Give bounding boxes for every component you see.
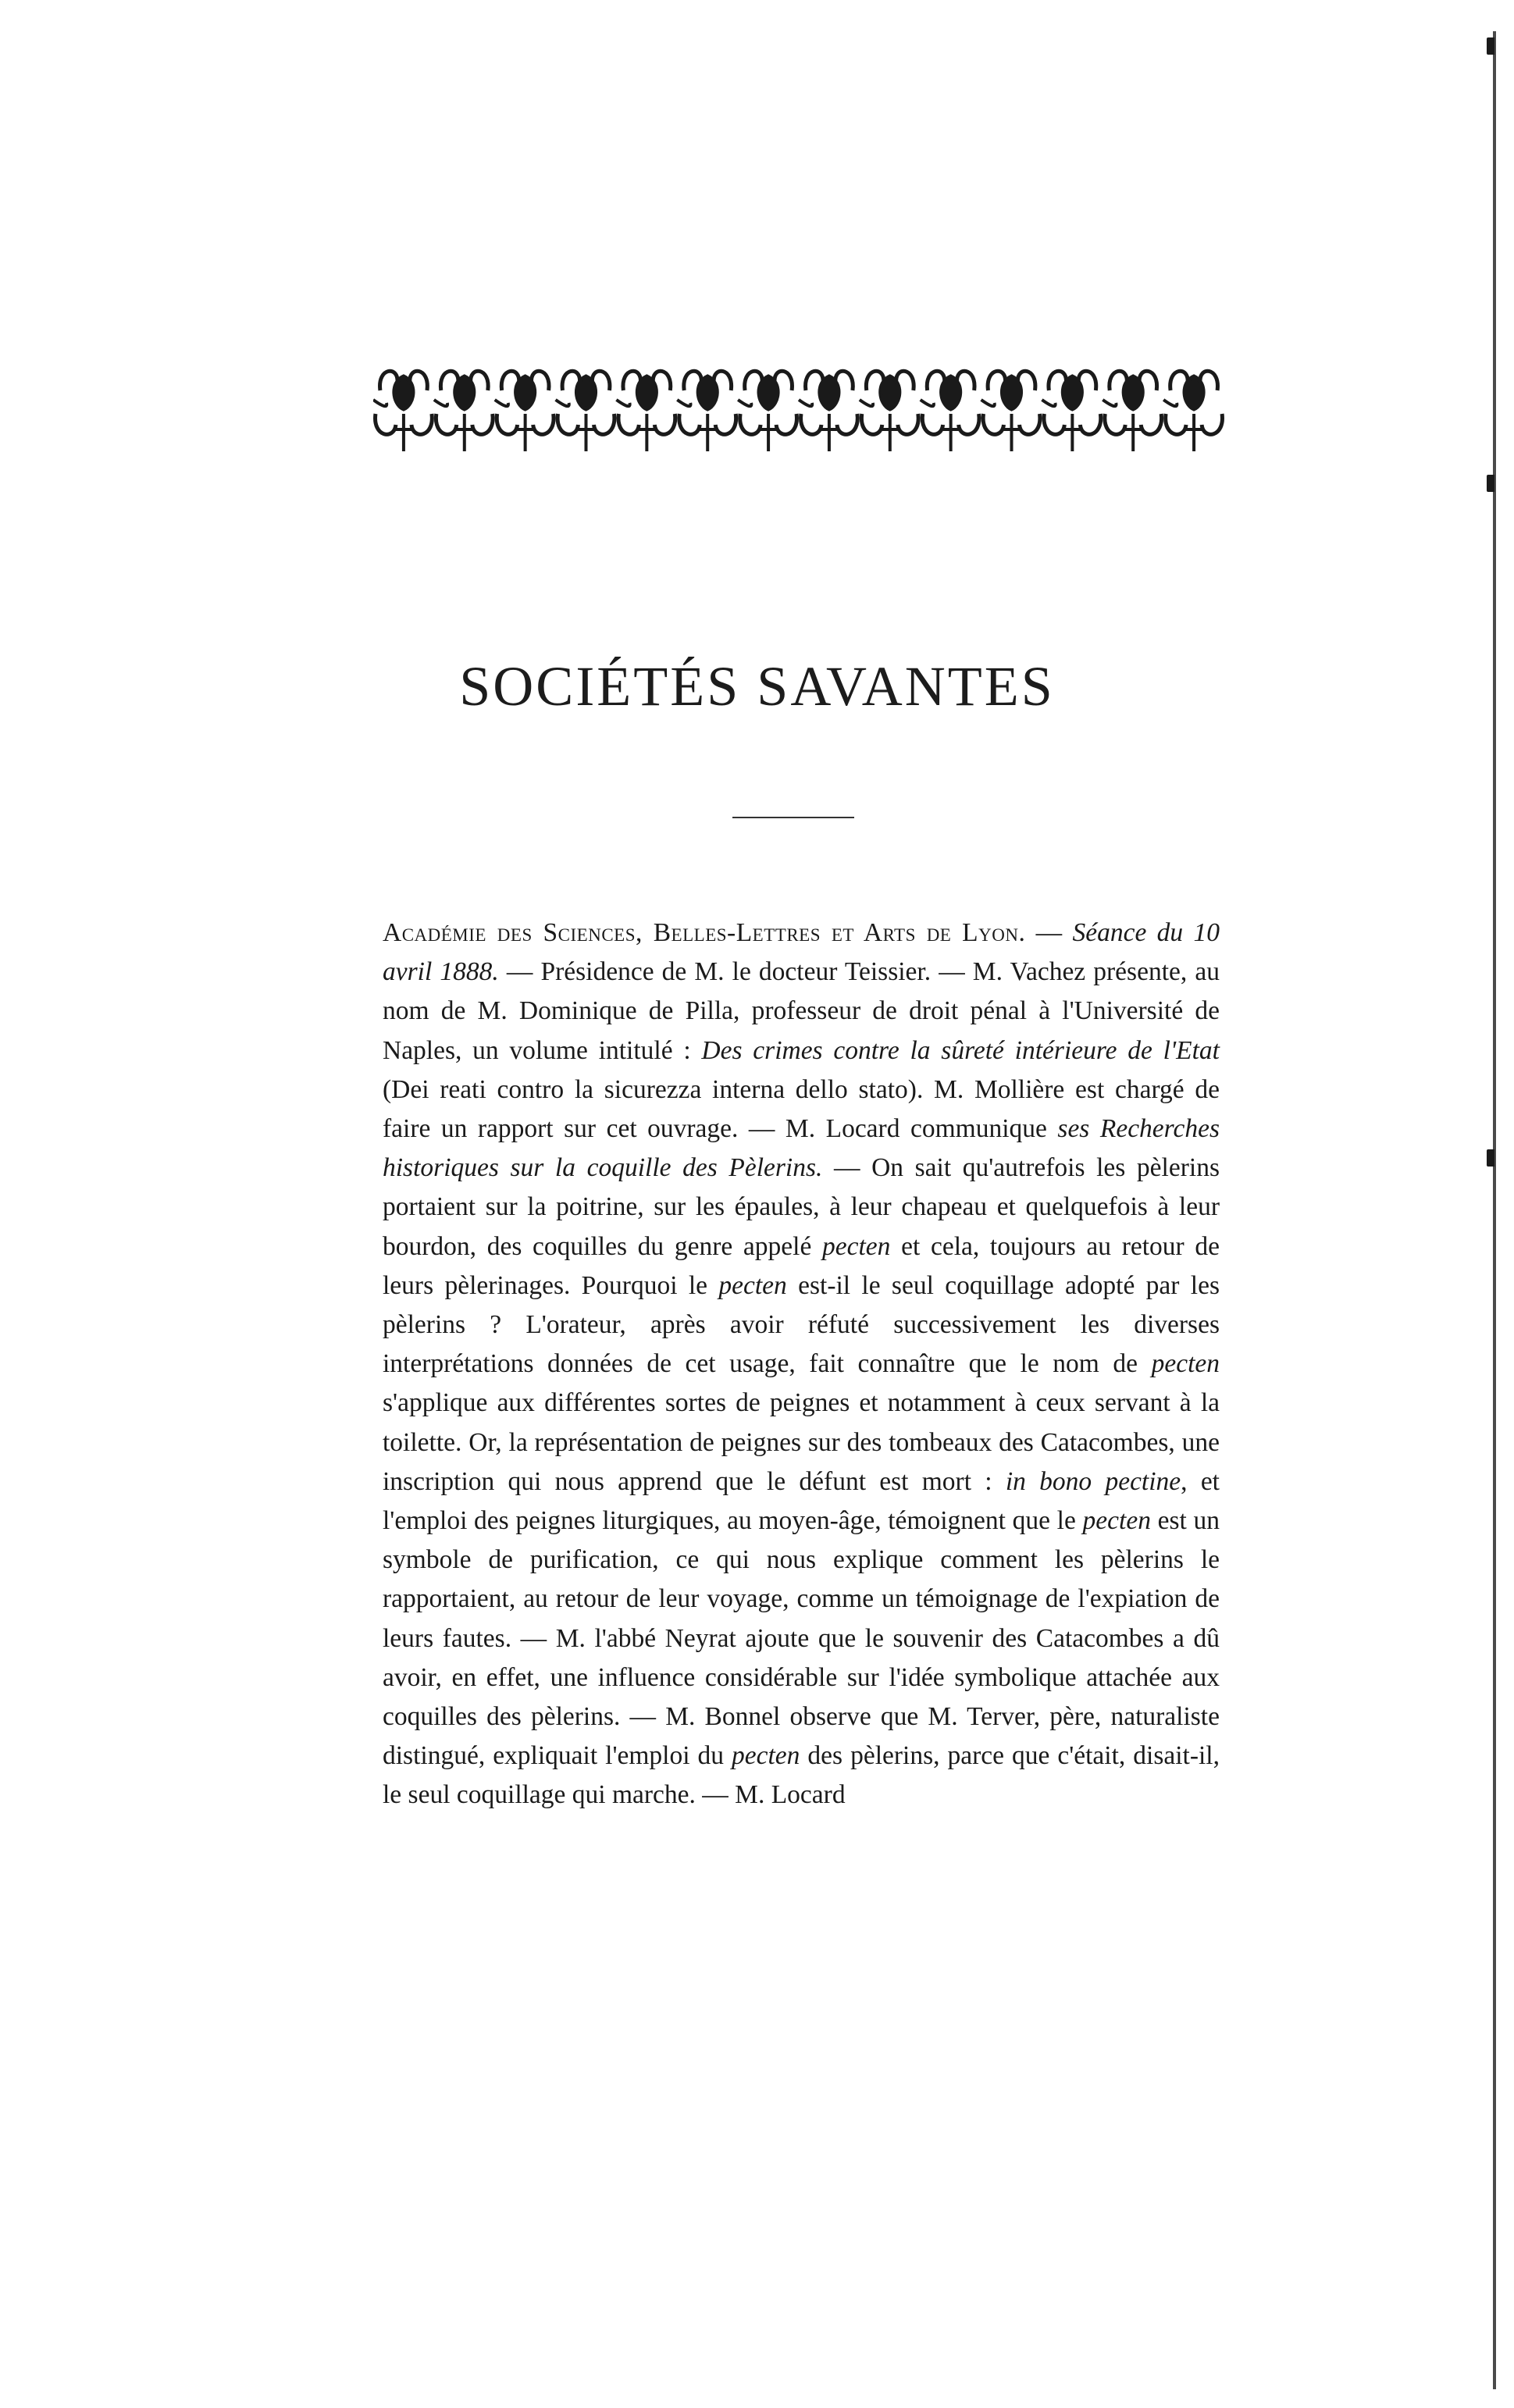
- text-segment: et cela, toujours au retour de leurs pèlerinages. Pourquoi le: [383, 1231, 1220, 1300]
- ornament-motif: [860, 371, 918, 451]
- text-segment: (Dei reati contro la sicurezza interna dello stato). M. Mollière est chargé de faire un rapport sur cet ouvrage. — M. Locard communique: [383, 1074, 1220, 1144]
- ornament-motif: [1163, 371, 1222, 451]
- ornament-motif: [677, 371, 736, 451]
- text-segment: s'applique aux différentes sortes de peignes et notamment à ceux servant à la toilette. Or, la représentation de peignes sur des tombeaux des Catacombes, une inscription qui nous apprend que le défunt est mort :: [383, 1388, 1220, 1496]
- ornament-motif: [738, 371, 796, 451]
- page-title: SOCIÉTÉS SAVANTES: [459, 655, 1055, 718]
- article-paragraph: [383, 914, 1220, 1815]
- text-segment: est-il le seul coquillage adopté par les pèlerins ? L'orateur, après avoir réfuté successivement les diverses interprétations données de cet usage, fait connaître que le nom de: [383, 1270, 1220, 1379]
- ornament-motif: [1042, 371, 1100, 451]
- italic-text-segment: pecten: [822, 1231, 891, 1261]
- text-segment: —: [1025, 918, 1073, 947]
- text-segment: , et l'emploi des peignes liturgiques, au moyen-âge, témoignent que le: [383, 1466, 1220, 1536]
- scan-edge-mark: [1487, 1149, 1494, 1167]
- title-divider: [732, 817, 854, 818]
- ornament-motif: [373, 371, 432, 451]
- ornament-motif: [799, 371, 857, 451]
- italic-text-segment: pecten: [718, 1270, 787, 1300]
- text-segment: des pèlerins, parce que c'était, disait-il, le seul coquillage qui marche. — M. Locard: [383, 1741, 1220, 1810]
- text-segment: est un symbole de purification, ce qui nous explique comment les pèlerins le rapportaient, au retour de leur voyage, comme un témoignage de l'expiation de leurs fautes. — M. l'abbé Neyrat ajoute que le souvenir des Catacombes a dû avoir, en effet, une influence considérable sur l'idée symbolique attachée aux coquilles des pèlerins. — M. Bonnel observe que M. Terver, père, naturaliste distingué, expliquait l'emploi du: [383, 1506, 1220, 1771]
- scan-edge-mark: [1487, 37, 1494, 55]
- italic-text-segment: Séance du 10 avril 1888.: [383, 918, 1220, 987]
- italic-text-segment: Des crimes contre la sûreté intérieure de l'Etat: [701, 1035, 1220, 1065]
- scan-edge-line: [1493, 31, 1496, 2389]
- ornament-motif: [556, 371, 615, 451]
- ornament-motif: [981, 371, 1040, 451]
- society-name: Académie des Sciences, Belles-Lettres et Arts de Lyon.: [383, 918, 1026, 947]
- text-segment: — On sait qu'autrefois les pèlerins portaient sur la poitrine, sur les épaules, à leur chapeau et quelquefois à leur bourdon, des coquilles du genre appelé: [383, 1153, 1220, 1261]
- ornament-motif: [921, 371, 979, 451]
- text-segment: — Présidence de M. le docteur Teissier. — M. Vachez présente, au nom de M. Dominique de Pilla, professeur de droit pénal à l'Université de Naples, un volume intitulé :: [383, 957, 1220, 1065]
- ornament-motif: [1103, 371, 1161, 451]
- italic-text-segment: pecten: [1151, 1349, 1220, 1379]
- italic-text-segment: pecten: [732, 1741, 800, 1771]
- ornament-motif: [495, 371, 554, 451]
- decorative-ornament-band: [373, 359, 1224, 461]
- italic-text-segment: ses Recherches historiques sur la coquille des Pèlerins.: [383, 1114, 1220, 1183]
- italic-text-segment: pecten: [1082, 1506, 1151, 1536]
- ornament-motif: [616, 371, 675, 451]
- ornament-motif: [434, 371, 493, 451]
- scan-edge-mark: [1487, 475, 1494, 492]
- italic-text-segment: in bono pectine: [1005, 1466, 1181, 1496]
